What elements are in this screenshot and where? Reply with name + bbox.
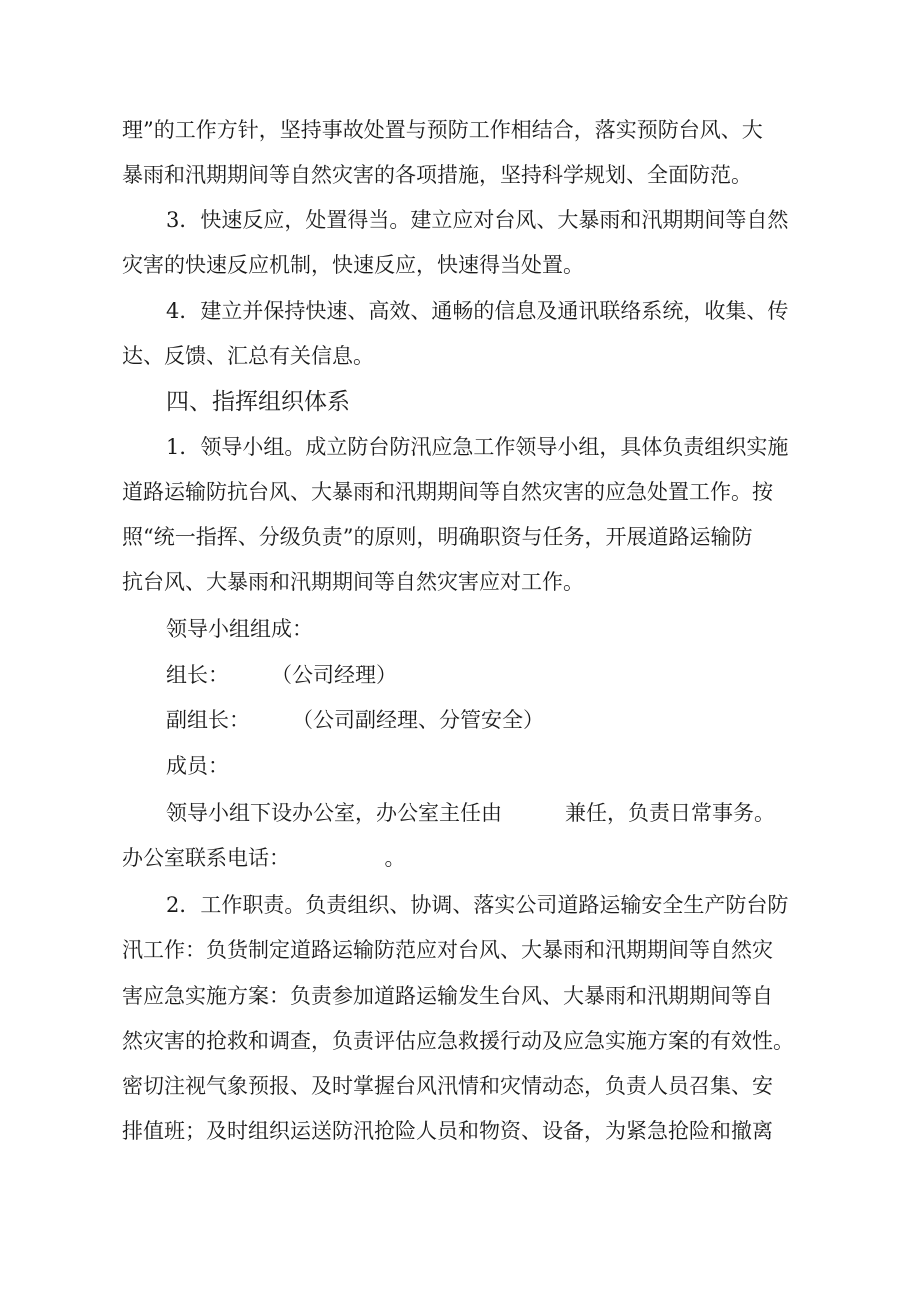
paragraph-line: 然灾害的抢救和调查，负责评估应急救援行动及应急实施方案的有效性。 bbox=[122, 1029, 794, 1053]
paragraph-line: 密切注视气象预报、及时掌握台风汛情和灾情动态，负责人员召集、安 bbox=[122, 1074, 773, 1098]
deputy-leader-line: 副组长： （公司副经理、分管安全） bbox=[166, 708, 544, 732]
leader-line: 组长： （公司经理） bbox=[166, 663, 397, 687]
paragraph-line: 抗台风、大暴雨和汛期期间等自然灾害应对工作。 bbox=[122, 570, 584, 594]
paragraph-line: 1．领导小组。成立防台防汛应急工作领导小组，具体负责组织实施 bbox=[166, 435, 789, 459]
section-heading: 四、指挥组织体系 bbox=[166, 389, 350, 415]
paragraph-line: 暴雨和汛期期间等自然灾害的各项措施，坚持科学规划、全面防范。 bbox=[122, 163, 752, 187]
paragraph-line: 道路运输防抗台风、大暴雨和汛期期间等自然灾害的应急处置工作。按 bbox=[122, 480, 773, 504]
paragraph-line: 2．工作职责。负责组织、协调、落实公司道路运输安全生产防台防 bbox=[166, 893, 789, 917]
members-line: 成员： bbox=[166, 754, 229, 778]
paragraph-line: 排值班；及时组织运送防汛抢险人员和物资、设备，为紧急抢险和撤离 bbox=[122, 1119, 773, 1143]
paragraph-line: 4．建立并保持快速、高效、通畅的信息及通讯联络系统，收集、传 bbox=[166, 299, 789, 323]
paragraph-line: 汛工作：负货制定道路运输防范应对台风、大暴雨和汛期期间等自然灾 bbox=[122, 938, 773, 962]
office-phone-line: 办公室联系电话： 。 bbox=[122, 846, 406, 870]
paragraph-line: 灾害的快速反应机制，快速反应，快速得当处置。 bbox=[122, 253, 584, 277]
paragraph-line: 达、反馈、汇总有关信息。 bbox=[122, 344, 374, 368]
group-composition-label: 领导小组组成： bbox=[166, 617, 313, 641]
paragraph-line: 害应急实施方案：负责参加道路运输发生台风、大暴雨和汛期期间等自 bbox=[122, 984, 773, 1008]
paragraph-line: 3．快速反应，处置得当。建立应对台风、大暴雨和汛期期间等自然 bbox=[166, 208, 789, 232]
paragraph-line: 领导小组下设办公室，办公室主任由 兼任，负责日常事务。 bbox=[166, 801, 775, 825]
paragraph-line: 照“统一指挥、分级负责”的原则，明确职资与任务，开展道路运输防 bbox=[122, 525, 753, 549]
paragraph-line: 理”的工作方针，坚持事故处置与预防工作相结合，落实预防台风、大 bbox=[122, 118, 763, 142]
